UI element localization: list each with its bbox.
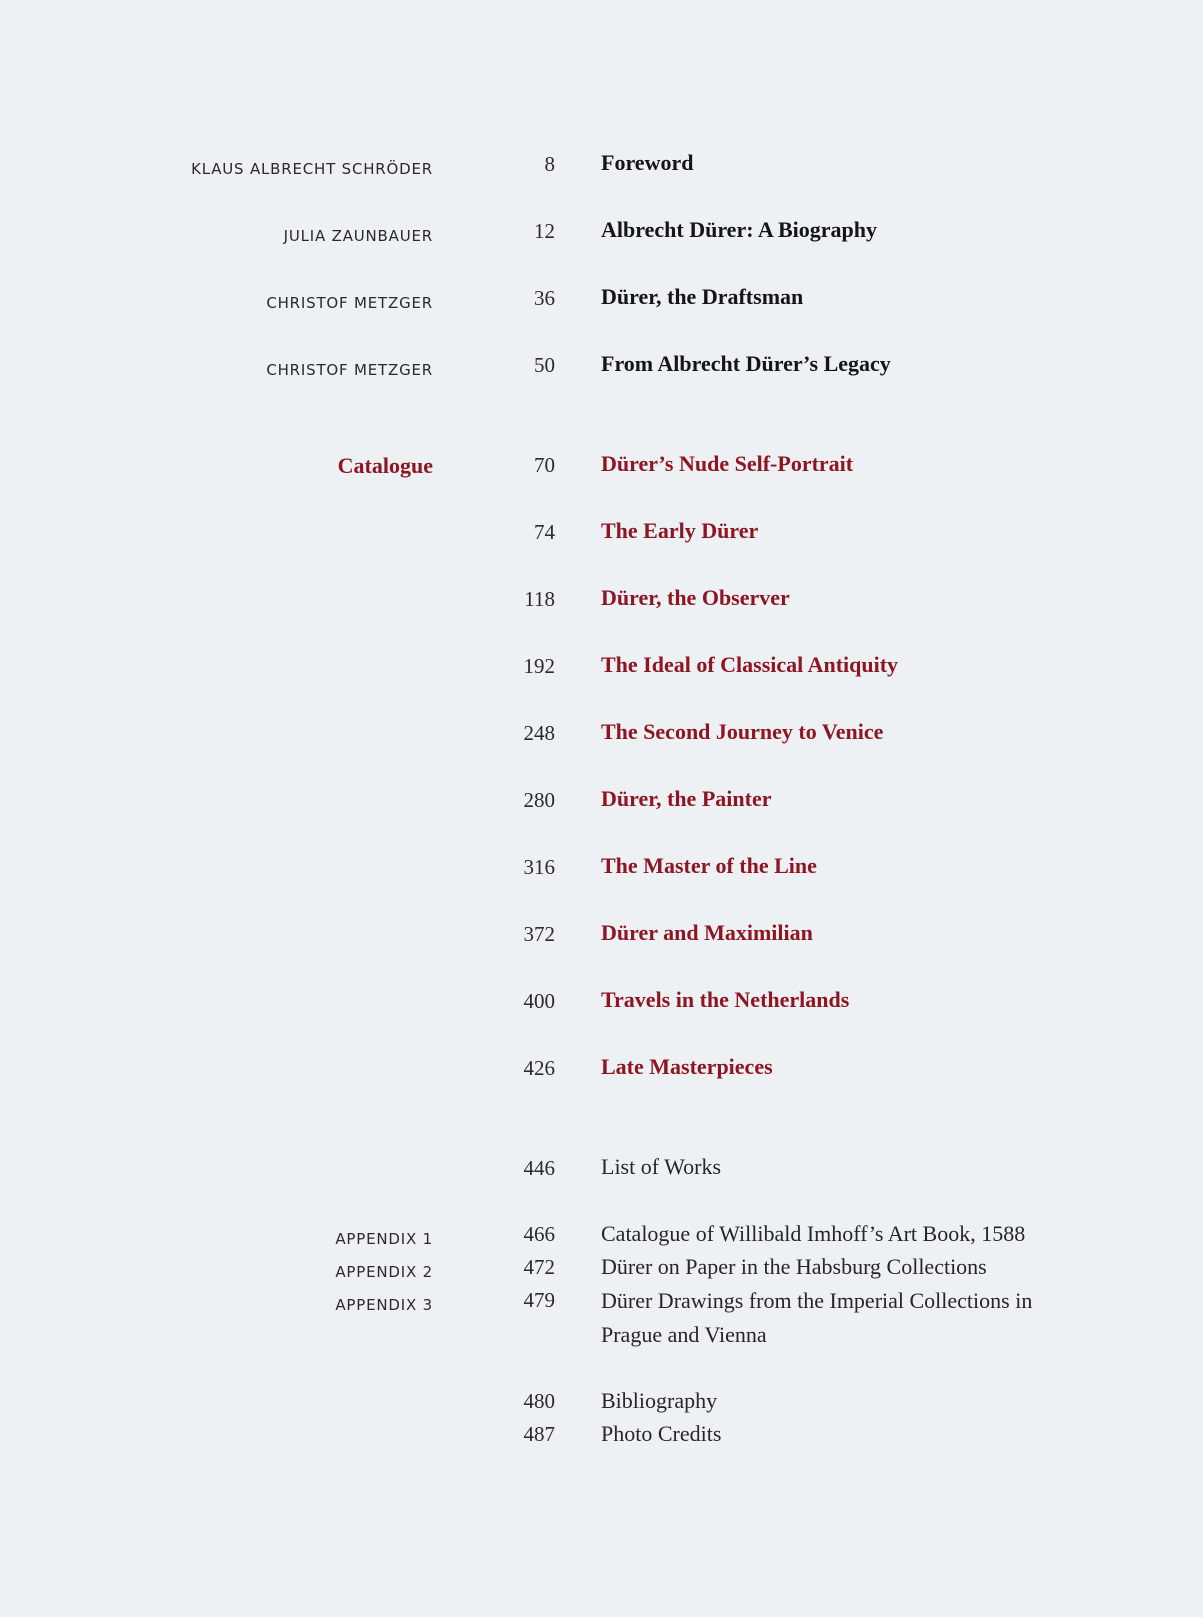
toc-page-number: 74	[534, 520, 555, 544]
toc-entry-catalogue[interactable]	[0, 851, 1203, 891]
toc-entry-appendix[interactable]	[0, 1221, 1203, 1255]
toc-author: JULIA ZAUNBAUER	[283, 227, 433, 245]
toc-page-number: 280	[523, 788, 555, 812]
toc-author: CHRISTOF METZGER	[266, 361, 433, 379]
toc-entry-catalogue[interactable]	[0, 918, 1203, 958]
toc-entry-appendix[interactable]	[0, 1254, 1203, 1288]
toc-entry-appendix[interactable]	[0, 1287, 1203, 1347]
toc-page-number: 372	[523, 922, 555, 946]
toc-page-number: 50	[534, 353, 555, 377]
toc-title: Albrecht Dürer: A Biography	[601, 217, 878, 242]
toc-author: CHRISTOF METZGER	[266, 294, 433, 312]
toc-entry-essay[interactable]	[0, 282, 1203, 322]
toc-entry-back-matter[interactable]	[0, 1388, 1203, 1422]
toc-title: Foreword	[601, 150, 694, 175]
appendix-label: APPENDIX 2	[335, 1263, 433, 1281]
toc-page-number: 446	[523, 1156, 555, 1180]
toc-title: The Master of the Line	[601, 853, 817, 878]
catalogue-section-label: Catalogue	[337, 453, 433, 478]
toc-page-number: 479	[523, 1288, 555, 1312]
toc-entry-catalogue[interactable]	[0, 717, 1203, 757]
toc-title: Bibliography	[601, 1388, 718, 1413]
toc-page-number: 480	[523, 1389, 555, 1413]
toc-entry-essay[interactable]	[0, 148, 1203, 188]
toc-title: Dürer’s Nude Self-Portrait	[601, 451, 854, 476]
appendix-label: APPENDIX 3	[335, 1296, 433, 1314]
toc-title: The Early Dürer	[601, 518, 759, 543]
toc-entry-essay[interactable]	[0, 349, 1203, 389]
toc-page-number: 316	[523, 855, 555, 879]
toc-entry-catalogue[interactable]	[0, 985, 1203, 1025]
toc-entry-catalogue[interactable]	[0, 516, 1203, 556]
toc-title: Late Masterpieces	[601, 1054, 773, 1079]
toc-title: Dürer Drawings from the Imperial Collections in Prague and Vienna	[601, 1288, 1033, 1347]
appendix-label: APPENDIX 1	[335, 1230, 433, 1248]
toc-entry-catalogue[interactable]	[0, 1052, 1203, 1092]
toc-page-number: 248	[523, 721, 555, 745]
toc-author: KLAUS ALBRECHT SCHRÖDER	[191, 160, 433, 178]
toc-title: Dürer and Maximilian	[601, 920, 813, 945]
toc-title: List of Works	[601, 1154, 722, 1179]
toc-title: Dürer, the Observer	[601, 585, 790, 610]
toc-entry-catalogue[interactable]	[0, 650, 1203, 690]
toc-page-number: 466	[523, 1222, 555, 1246]
toc-entry-catalogue[interactable]	[0, 784, 1203, 824]
toc-page-number: 70	[534, 453, 555, 477]
toc-page-number: 487	[523, 1422, 555, 1446]
toc-entry-catalogue[interactable]	[0, 449, 1203, 489]
toc-title: Photo Credits	[601, 1421, 722, 1446]
toc-title: Travels in the Netherlands	[601, 987, 850, 1012]
toc-entry-back-matter[interactable]	[0, 1421, 1203, 1455]
toc-title: Dürer, the Painter	[601, 786, 772, 811]
toc-page-number: 426	[523, 1056, 555, 1080]
toc-title: The Second Journey to Venice	[601, 719, 884, 744]
toc-page-number: 400	[523, 989, 555, 1013]
toc-page-number: 192	[523, 654, 555, 678]
toc-title: The Ideal of Classical Antiquity	[601, 652, 899, 677]
toc-title: Dürer on Paper in the Habsburg Collections	[601, 1254, 987, 1279]
toc-entry-catalogue[interactable]	[0, 583, 1203, 623]
toc-entry-list-of-works[interactable]	[0, 1152, 1203, 1192]
toc-page-number: 8	[544, 152, 555, 176]
toc-title: From Albrecht Dürer’s Legacy	[601, 351, 891, 376]
toc-page-number: 118	[524, 587, 555, 611]
toc-page-number: 12	[534, 219, 555, 243]
toc-title: Dürer, the Draftsman	[601, 284, 804, 309]
toc-page-number: 472	[523, 1255, 555, 1279]
toc-page-number: 36	[534, 286, 555, 310]
toc-title: Catalogue of Willibald Imhoff’s Art Book, 1588	[601, 1221, 1026, 1246]
toc-entry-essay[interactable]	[0, 215, 1203, 255]
